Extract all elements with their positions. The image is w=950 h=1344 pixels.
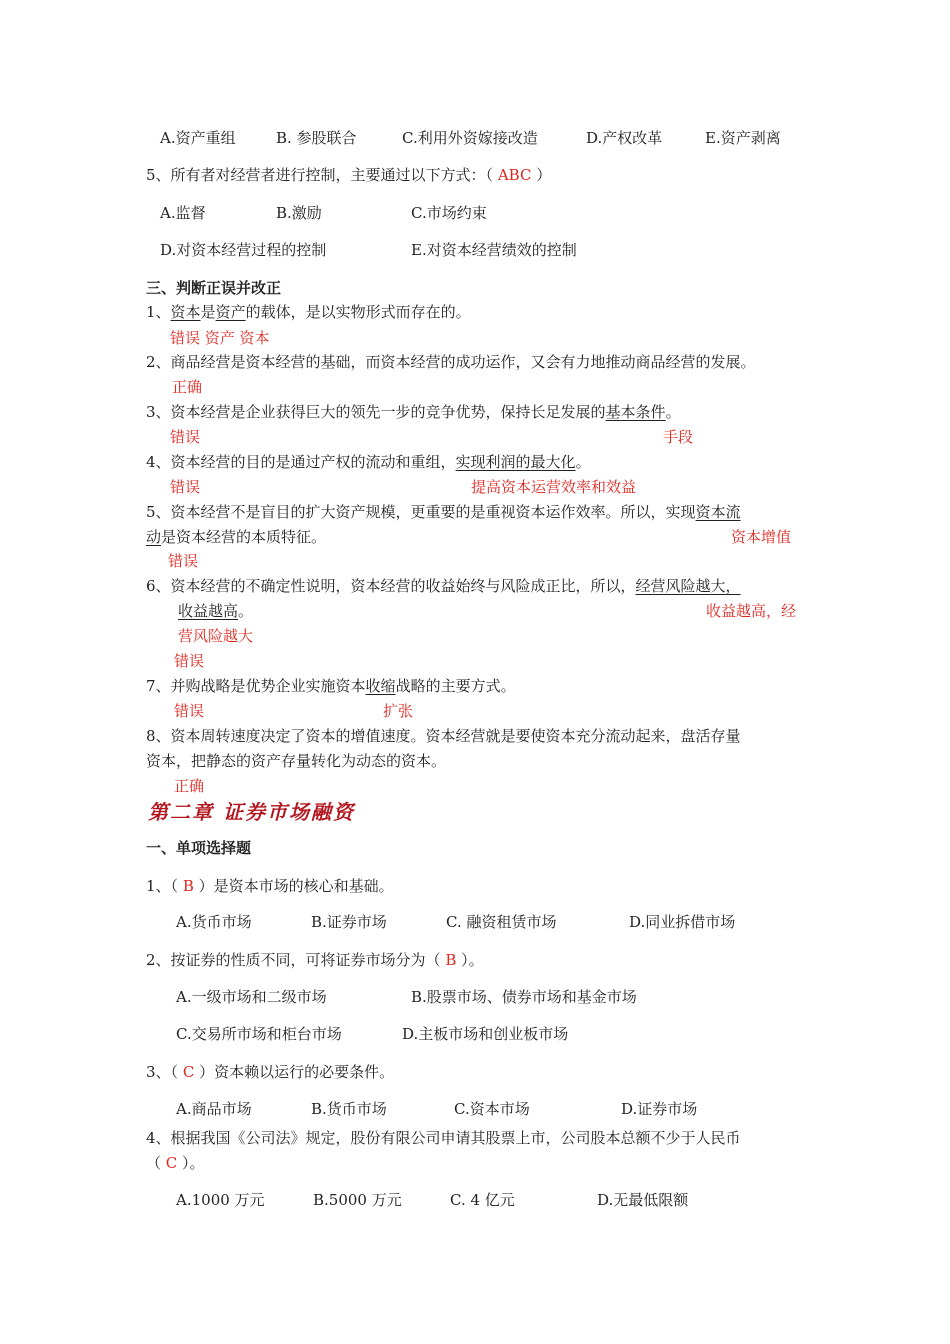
mc-3-option-b: B.货币市场: [311, 1100, 387, 1118]
judge-3-fix: 手段: [663, 428, 694, 446]
judge-2-answer: 正确: [172, 378, 203, 396]
mc-4-option-a: A.1000 万元: [176, 1191, 265, 1209]
judge-5-line2: 动是资本经营的本质特征。: [146, 528, 327, 546]
judge-6-line1: 6、资本经营的不确定性说明，资本经营的收益始终与风险成正比，所以，经营风险越大，: [146, 577, 741, 595]
judge-3-answer: 错误: [170, 428, 201, 446]
judge-3: 3、资本经营是企业获得巨大的领先一步的竞争优势，保持长足发展的基本条件。: [146, 403, 681, 421]
mc-3-answer: C: [182, 1063, 195, 1081]
judge-7-answer: 错误: [174, 702, 205, 720]
judge-5-fix: 资本增值: [731, 528, 792, 546]
mc-1-answer: B: [182, 877, 194, 895]
judge-8-line1: 8、资本周转速度决定了资本的增值速度。资本经营就是要使资本充分流动起来，盘活存量: [146, 727, 741, 745]
judge-8-answer: 正确: [174, 777, 205, 795]
q5-answer: ABC: [497, 166, 532, 184]
judge-5-answer: 错误: [168, 552, 199, 570]
q4-option-b: B. 参股联合: [276, 129, 357, 147]
judge-7: 7、并购战略是优势企业实施资本收缩战略的主要方式。: [146, 677, 516, 695]
q5-option-b: B.激励: [276, 204, 322, 222]
judge-6-fix-line1: 收益越高，经: [706, 602, 797, 620]
q5-option-d: D.对资本经营过程的控制: [160, 241, 327, 259]
mc-2-option-d: D.主板市场和创业板市场: [402, 1025, 569, 1043]
judge-7-fix: 扩张: [383, 702, 414, 720]
mc-2-answer: B: [445, 951, 457, 969]
judge-6-answer: 错误: [174, 652, 205, 670]
mc-1-option-c: C. 融资租赁市场: [446, 913, 557, 931]
mc-2-option-a: A.一级市场和二级市场: [176, 988, 327, 1006]
q5-option-e: E.对资本经营绩效的控制: [411, 241, 577, 259]
judge-6-fix-line2: 营风险越大: [178, 627, 254, 645]
q5-question: 5、所有者对经营者进行控制，主要通过以下方式：（ ABC ）: [146, 166, 552, 184]
q4-option-a: A.资产重组: [160, 129, 236, 147]
q4-option-e: E.资产剥离: [705, 129, 781, 147]
judge-5-line1: 5、资本经营不是盲目的扩大资产规模，更重要的是重视资本运作效率。所以，实现资本流: [146, 503, 741, 521]
q4-option-c: C.利用外资嫁接改造: [402, 129, 538, 147]
mc-4-option-d: D.无最低限额: [597, 1191, 689, 1209]
judge-2: 2、商品经营是资本经营的基础，而资本经营的成功运作，又会有力地推动商品经营的发展。: [146, 353, 756, 371]
mc-3-option-d: D.证券市场: [621, 1100, 698, 1118]
judge-4: 4、资本经营的目的是通过产权的流动和重组，实现利润的最大化。: [146, 453, 591, 471]
q5-option-a: A.监督: [160, 204, 206, 222]
mc-3-question: 3、（ C ）资本赖以运行的必要条件。: [146, 1063, 395, 1081]
mc-1-question: 1、（ B ）是资本市场的核心和基础。: [146, 877, 394, 895]
q4-option-d: D.产权改革: [586, 129, 663, 147]
mc-4-question-line1: 4、根据我国《公司法》规定，股份有限公司申请其股票上市，公司股本总额不少于人民币: [146, 1129, 741, 1147]
judge-8-line2: 资本，把静态的资产存量转化为动态的资本。: [146, 752, 447, 770]
mc-2-option-b: B.股票市场、债券市场和基金市场: [411, 988, 637, 1006]
section1-title: 一、单项选择题: [146, 839, 252, 857]
judge-4-answer: 错误: [170, 478, 201, 496]
mc-1-option-d: D.同业拆借市场: [629, 913, 736, 931]
mc-4-question-line2: （ C ）。: [146, 1154, 205, 1172]
mc-4-answer: C: [165, 1154, 178, 1172]
judge-1: 1、资本是资产的载体，是以实物形式而存在的。: [146, 303, 471, 321]
judge-1-answer: 错误 资产 资本: [170, 329, 270, 347]
q5-option-c: C.市场约束: [411, 204, 487, 222]
mc-2-question: 2、按证券的性质不同，可将证券市场分为（ B ）。: [146, 951, 484, 969]
mc-3-option-a: A.商品市场: [176, 1100, 252, 1118]
section3-title: 三、判断正误并改正: [146, 279, 282, 297]
mc-3-option-c: C.资本市场: [454, 1100, 530, 1118]
mc-4-option-c: C. 4 亿元: [450, 1191, 515, 1209]
mc-1-option-a: A.货币市场: [176, 913, 252, 931]
chapter-title: 第二章 证券市场融资: [148, 800, 355, 824]
judge-6-line2: 收益越高。: [178, 602, 254, 620]
judge-4-fix: 提高资本运营效率和效益: [471, 478, 637, 496]
mc-2-option-c: C.交易所市场和柜台市场: [176, 1025, 342, 1043]
mc-1-option-b: B.证券市场: [311, 913, 387, 931]
mc-4-option-b: B.5000 万元: [313, 1191, 402, 1209]
